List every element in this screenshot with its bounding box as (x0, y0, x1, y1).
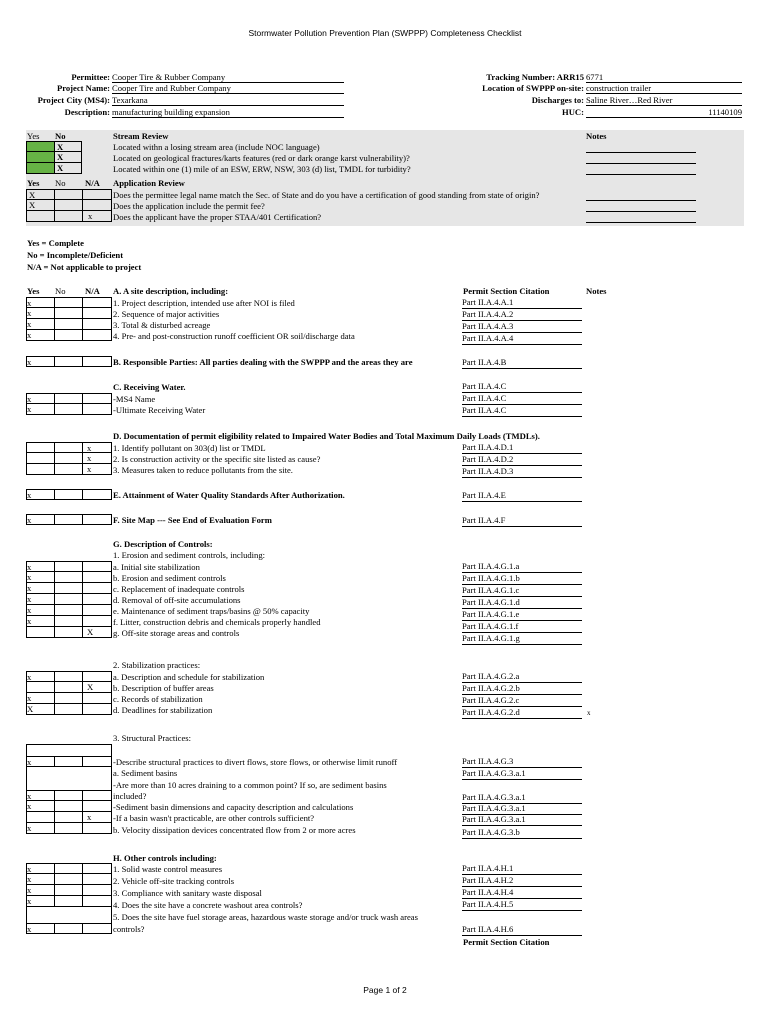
ga-no[interactable] (54, 561, 82, 572)
h4-cite: Part II.A.4.H.5 (462, 899, 582, 911)
g3e-cite: Part II.A.4.G.3.a.1 (462, 814, 582, 826)
section-a-heading: A. A site description, including: (113, 286, 229, 296)
g2a-no[interactable] (54, 671, 82, 682)
gc-yes[interactable]: x (26, 583, 54, 594)
g3c-text-1: -Are more than 10 acres draining to a common point? If so, are sediment basins (113, 780, 387, 790)
h4-text: 4. Does the site have a concrete washout area controls? (113, 900, 303, 910)
app-col-yes: Yes (27, 178, 40, 188)
stream-row-1: Located withn a losing stream area (include NOC language) (113, 142, 320, 152)
d1-text: 1. Identify pollutant on 303(d) list or TMDL (113, 443, 266, 453)
c2-cite: Part II.A.4.C (462, 405, 582, 417)
g3f-no[interactable] (54, 823, 82, 834)
h5-no[interactable] (54, 923, 82, 934)
a4-yes[interactable]: x (26, 330, 54, 341)
g2a-cite: Part II.A.4.G.2.a (462, 671, 582, 683)
stream-no-cell-3[interactable]: X (54, 163, 82, 174)
a2-cite: Part II.A.4.A.2 (462, 309, 582, 321)
g3f-cite: Part II.A.4.G.3.b (462, 827, 582, 839)
g3a-na[interactable] (82, 756, 112, 767)
gf-text: f. Litter, construction debris and chemicals properly handled (113, 617, 321, 627)
app-na-cell-2[interactable] (82, 200, 112, 211)
h5-blank-cells (26, 907, 112, 923)
g3a-yes[interactable]: x (26, 756, 54, 767)
app-na-cell-3[interactable]: x (82, 211, 112, 222)
gg-na[interactable]: X (82, 627, 112, 638)
g2b-na[interactable]: X (82, 682, 112, 693)
gf-na[interactable] (82, 616, 112, 627)
legend-no: No = Incomplete/Deficient (27, 250, 124, 260)
city-value: Texarkana (112, 95, 344, 106)
g3f-text: b. Velocity dissipation devices concentrated flow from 2 or more acres (113, 825, 356, 835)
h3-na[interactable] (82, 885, 112, 896)
e-cite: Part II.A.4.E (462, 490, 582, 502)
app-no-cell-3[interactable] (54, 211, 82, 222)
legend-na: N/A = Not applicable to project (27, 262, 142, 272)
c2-na[interactable] (82, 404, 112, 415)
g3c-text-2: included? (113, 791, 147, 801)
col-no-header-2: No (55, 286, 66, 296)
huc-value: 11140109 (586, 107, 742, 118)
g2b-cite: Part II.A.4.G.2.b (462, 683, 582, 695)
c1-text: -MS4 Name (113, 394, 156, 404)
app-yes-cell-3[interactable] (26, 211, 54, 222)
location-label: Location of SWPPP on-site: (482, 83, 584, 93)
a2-na[interactable] (82, 308, 112, 319)
d2-cite: Part II.A.4.D.2 (462, 454, 582, 466)
permittee-label: Permittee: (71, 72, 110, 82)
d2-na[interactable]: x (82, 453, 112, 464)
a1-yes[interactable]: x (26, 297, 54, 308)
section-f-heading: F. Site Map --- See End of Evaluation Form (113, 515, 272, 525)
g2c-na[interactable] (82, 693, 112, 704)
app-col-no: No (55, 178, 66, 188)
app-col-na: N/A (85, 178, 100, 188)
gd-na[interactable] (82, 594, 112, 605)
g-sub3: 3. Structural Practices: (113, 733, 192, 743)
ge-cite: Part II.A.4.G.1.e (462, 609, 582, 621)
f-no[interactable] (54, 514, 82, 525)
a4-text: 4. Pre- and post-construction runoff coefficient OR soil/discharge data (113, 331, 355, 341)
g2d-cite: Part II.A.4.G.2.d (462, 707, 582, 719)
a1-cite: Part II.A.4.A.1 (462, 297, 582, 309)
ga-text: a. Initial site stabilization (113, 562, 200, 572)
h4-yes[interactable]: x (26, 896, 54, 907)
section-e-heading: E. Attainment of Water Quality Standards After Authorization. (113, 490, 345, 500)
g3-spacer-cells (26, 744, 112, 756)
col-na-header-2: N/A (85, 286, 100, 296)
tracking-value: 6771 (586, 72, 742, 83)
a3-no[interactable] (54, 319, 82, 330)
c2-text: -Ultimate Receiving Water (113, 405, 206, 415)
c1-no[interactable] (54, 393, 82, 404)
a1-no[interactable] (54, 297, 82, 308)
col-cite-footer: Permit Section Citation (463, 937, 550, 947)
stream-yes-cell-3[interactable] (26, 163, 54, 174)
g3d-cite: Part II.A.4.G.3.a.1 (462, 803, 582, 815)
huc-label: HUC: (562, 107, 584, 117)
g2b-text: b. Description of buffer areas (113, 683, 214, 693)
app-row-2: Does the application include the permit fee? (113, 201, 265, 211)
e-yes[interactable]: x (26, 489, 54, 500)
notes-line[interactable] (586, 200, 696, 201)
gg-yes[interactable] (26, 627, 54, 638)
g3d-yes[interactable]: x (26, 801, 54, 812)
location-value: construction trailer (586, 83, 742, 94)
stream-row-3: Located within one (1) mile of an ESW, ERW, NSW, 303 (d) list, TMDL for turbidity? (113, 164, 411, 174)
gf-cite: Part II.A.4.G.1.f (462, 621, 582, 633)
col-notes-header: Notes (586, 131, 607, 141)
col-yes-header: Yes (27, 131, 40, 141)
notes-line[interactable] (586, 163, 696, 164)
g2b-no[interactable] (54, 682, 82, 693)
ga-cite: Part II.A.4.G.1.a (462, 561, 582, 573)
h5-text-1: 5. Does the site have fuel storage areas, hazardous waste storage and/or truck wash areas (113, 912, 418, 922)
app-row-1: Does the permittee legal name match the Sec. of State and do you have a certification of good standing from state of origin? (113, 190, 540, 200)
gb-text: b. Erosion and sediment controls (113, 573, 226, 583)
g3c-na[interactable] (82, 790, 112, 801)
d3-text: 3. Measures taken to reduce pollutants from the site. (113, 465, 293, 475)
g3e-na[interactable]: x (82, 812, 112, 823)
document-title: Stormwater Pollution Prevention Plan (SWPPP) Completeness Checklist (248, 28, 522, 38)
notes-line[interactable] (586, 152, 696, 153)
a4-na[interactable] (82, 330, 112, 341)
c1-cite: Part II.A.4.C (462, 393, 582, 405)
f-na[interactable] (82, 514, 112, 525)
b-na[interactable] (82, 356, 112, 367)
page-number: Page 1 of 2 (363, 985, 407, 995)
description-value: manufacturing building expansion (112, 107, 344, 118)
g3c-cite: Part II.A.4.G.3.a.1 (462, 792, 582, 804)
g2d-yes[interactable]: X (26, 704, 54, 715)
gc-na[interactable] (82, 583, 112, 594)
d2-yes[interactable] (26, 453, 54, 464)
g3b-cite: Part II.A.4.G.3.a.1 (462, 768, 582, 780)
permittee-value: Cooper Tire & Rubber Company (112, 72, 344, 83)
a3-cite: Part II.A.4.A.3 (462, 321, 582, 333)
d1-no[interactable] (54, 442, 82, 453)
stream-no-cell-1[interactable]: X (54, 141, 82, 152)
stream-no-cell-2[interactable]: X (54, 152, 82, 163)
description-label: Description: (64, 107, 110, 117)
h2-text: 2. Vehicle off-site tracking controls (113, 876, 235, 886)
d1-yes[interactable] (26, 442, 54, 453)
section-d-heading: D. Documentation of permit eligibility related to Impaired Water Bodies and Total Maximum Daily Loads (TMDLs). (113, 431, 540, 441)
h5-cite: Part II.A.4.H.6 (462, 924, 582, 936)
h1-no[interactable] (54, 863, 82, 874)
a2-yes[interactable]: x (26, 308, 54, 319)
app-no-cell-1[interactable] (54, 189, 82, 200)
b-yes[interactable]: x (26, 356, 54, 367)
section-b-heading: B. Responsible Parties: All parties dealing with the SWPPP and the areas they are (113, 357, 413, 367)
section-h-heading: H. Other controls including: (113, 853, 217, 863)
g3d-no[interactable] (54, 801, 82, 812)
notes-line[interactable] (586, 174, 696, 175)
e-na[interactable] (82, 489, 112, 500)
city-label: Project City (MS4): (37, 95, 110, 105)
project-label: Project Name: (56, 83, 110, 93)
h5-yes[interactable]: x (26, 923, 54, 934)
gg-no[interactable] (54, 627, 82, 638)
d3-yes[interactable] (26, 464, 54, 475)
g3e-yes[interactable] (26, 812, 54, 823)
gf-yes[interactable]: x (26, 616, 54, 627)
c2-no[interactable] (54, 404, 82, 415)
section-g-heading: G. Description of Controls: (113, 539, 213, 549)
g2c-yes[interactable]: x (26, 693, 54, 704)
h3-no[interactable] (54, 885, 82, 896)
discharges-value: Saline River…Red River (586, 95, 742, 106)
h3-cite: Part II.A.4.H.4 (462, 887, 582, 899)
h5-na[interactable] (82, 923, 112, 934)
gg-text: g. Off-site storage areas and controls (113, 628, 240, 638)
gf-no[interactable] (54, 616, 82, 627)
gd-text: d. Removal of off-site accumulations (113, 595, 241, 605)
col-yes-header-2: Yes (27, 286, 40, 296)
app-na-cell-1[interactable] (82, 189, 112, 200)
ge-na[interactable] (82, 605, 112, 616)
ga-yes[interactable]: x (26, 561, 54, 572)
h2-no[interactable] (54, 874, 82, 885)
ge-no[interactable] (54, 605, 82, 616)
d3-cite: Part II.A.4.D.3 (462, 466, 582, 478)
app-no-cell-2[interactable] (54, 200, 82, 211)
g3c-yes[interactable]: x (26, 790, 54, 801)
gb-yes[interactable]: x (26, 572, 54, 583)
g2d-no[interactable] (54, 704, 82, 715)
g2c-no[interactable] (54, 693, 82, 704)
h4-no[interactable] (54, 896, 82, 907)
a2-text: 2. Sequence of major activities (113, 309, 220, 319)
gc-text: c. Replacement of inadequate controls (113, 584, 245, 594)
g2c-text: c. Records of stabilization (113, 694, 203, 704)
project-value: Cooper Tire and Rubber Company (112, 83, 344, 94)
gd-no[interactable] (54, 594, 82, 605)
h2-na[interactable] (82, 874, 112, 885)
gg-cite: Part II.A.4.G.1.g (462, 633, 582, 645)
tracking-label: Tracking Number: ARR15 (486, 72, 584, 82)
gc-no[interactable] (54, 583, 82, 594)
a3-na[interactable] (82, 319, 112, 330)
section-c-heading: C. Receiving Water. (113, 382, 186, 392)
app-yes-cell-2[interactable]: X (26, 200, 54, 211)
e-no[interactable] (54, 489, 82, 500)
gb-na[interactable] (82, 572, 112, 583)
g-sub1: 1. Erosion and sediment controls, including: (113, 550, 266, 560)
d3-no[interactable] (54, 464, 82, 475)
col-cite-header: Permit Section Citation (463, 286, 550, 296)
h5-text-2: controls? (113, 924, 145, 934)
gd-cite: Part II.A.4.G.1.d (462, 597, 582, 609)
a4-cite: Part II.A.4.A.4 (462, 333, 582, 345)
d2-text: 2. Is construction activity or the specific site listed as cause? (113, 454, 321, 464)
col-no-header: No (55, 131, 66, 141)
g3c-no[interactable] (54, 790, 82, 801)
a2-no[interactable] (54, 308, 82, 319)
g3a-no[interactable] (54, 756, 82, 767)
g3f-na[interactable] (82, 823, 112, 834)
app-yes-cell-1[interactable]: X (26, 189, 54, 200)
h2-yes[interactable]: x (26, 874, 54, 885)
g2a-na[interactable] (82, 671, 112, 682)
stream-row-2: Located on geological fractures/karts features (red or dark orange karst vulnerability)? (113, 153, 410, 163)
g3b-text: a. Sediment basins (113, 768, 178, 778)
notes-line[interactable] (586, 222, 696, 223)
g2a-yes[interactable]: x (26, 671, 54, 682)
c1-yes[interactable]: x (26, 393, 54, 404)
g3e-text: -If a basin wasn't practicable, are other controls sufficient? (113, 813, 315, 823)
gb-no[interactable] (54, 572, 82, 583)
h3-text: 3. Compliance with sanitary waste disposal (113, 888, 262, 898)
stream-yes-cell-2[interactable] (26, 152, 54, 163)
a3-yes[interactable]: x (26, 319, 54, 330)
gd-yes[interactable]: x (26, 594, 54, 605)
gb-cite: Part II.A.4.G.1.b (462, 573, 582, 585)
b-cite: Part II.A.4.B (462, 357, 582, 369)
h1-na[interactable] (82, 863, 112, 874)
a1-na[interactable] (82, 297, 112, 308)
d2-no[interactable] (54, 453, 82, 464)
g3a-text: -Describe structural practices to divert flows, store flows, or otherwise limit runoff (113, 757, 398, 767)
c1-na[interactable] (82, 393, 112, 404)
g2d-na[interactable] (82, 704, 112, 715)
b-no[interactable] (54, 356, 82, 367)
notes-line[interactable] (586, 211, 696, 212)
a3-text: 3. Total & disturbed acreage (113, 320, 211, 330)
a1-text: 1. Project description, intended use after NOI is filed (113, 298, 295, 308)
d1-na[interactable]: x (82, 442, 112, 453)
g2b-yes[interactable] (26, 682, 54, 693)
g3d-text: -Sediment basin dimensions and capacity description and calculations (113, 802, 354, 812)
g2d-text: d. Deadlines for stabilization (113, 705, 213, 715)
col-notes-header-2: Notes (586, 286, 607, 296)
g-sub2: 2. Stabilization practices: (113, 660, 201, 670)
stream-yes-cell-1[interactable] (26, 141, 54, 152)
f-yes[interactable]: x (26, 514, 54, 525)
app-row-3: Does the applicant have the proper STAA/401 Certification? (113, 212, 322, 222)
f-cite: Part II.A.4.F (462, 515, 582, 527)
ge-yes[interactable]: x (26, 605, 54, 616)
h1-text: 1. Solid waste control measures (113, 864, 223, 874)
g2d-note: x (587, 709, 591, 717)
g2a-text: a. Description and schedule for stabilization (113, 672, 265, 682)
c2-yes[interactable]: x (26, 404, 54, 415)
h1-cite: Part II.A.4.H.1 (462, 863, 582, 875)
h2-cite: Part II.A.4.H.2 (462, 875, 582, 887)
a4-no[interactable] (54, 330, 82, 341)
g3f-yes[interactable]: x (26, 823, 54, 834)
d1-cite: Part II.A.4.D.1 (462, 442, 582, 454)
d3-na[interactable]: x (82, 464, 112, 475)
application-review-heading: Application Review (113, 178, 185, 188)
legend-yes: Yes = Complete (27, 238, 84, 248)
gc-cite: Part II.A.4.G.1.c (462, 585, 582, 597)
g3-blank-cells (26, 767, 112, 790)
h1-yes[interactable]: x (26, 863, 54, 874)
stream-review-heading: Stream Review (113, 131, 169, 141)
ga-na[interactable] (82, 561, 112, 572)
c0-cite: Part II.A.4.C (462, 381, 582, 393)
discharges-label: Discharges to: (531, 95, 584, 105)
g3d-na[interactable] (82, 801, 112, 812)
ge-text: e. Maintenance of sediment traps/basins @ 50% capacity (113, 606, 310, 616)
h3-yes[interactable]: x (26, 885, 54, 896)
h4-na[interactable] (82, 896, 112, 907)
g3e-no[interactable] (54, 812, 82, 823)
g2c-cite: Part II.A.4.G.2.c (462, 695, 582, 707)
g3a-cite: Part II.A.4.G.3 (462, 756, 582, 768)
